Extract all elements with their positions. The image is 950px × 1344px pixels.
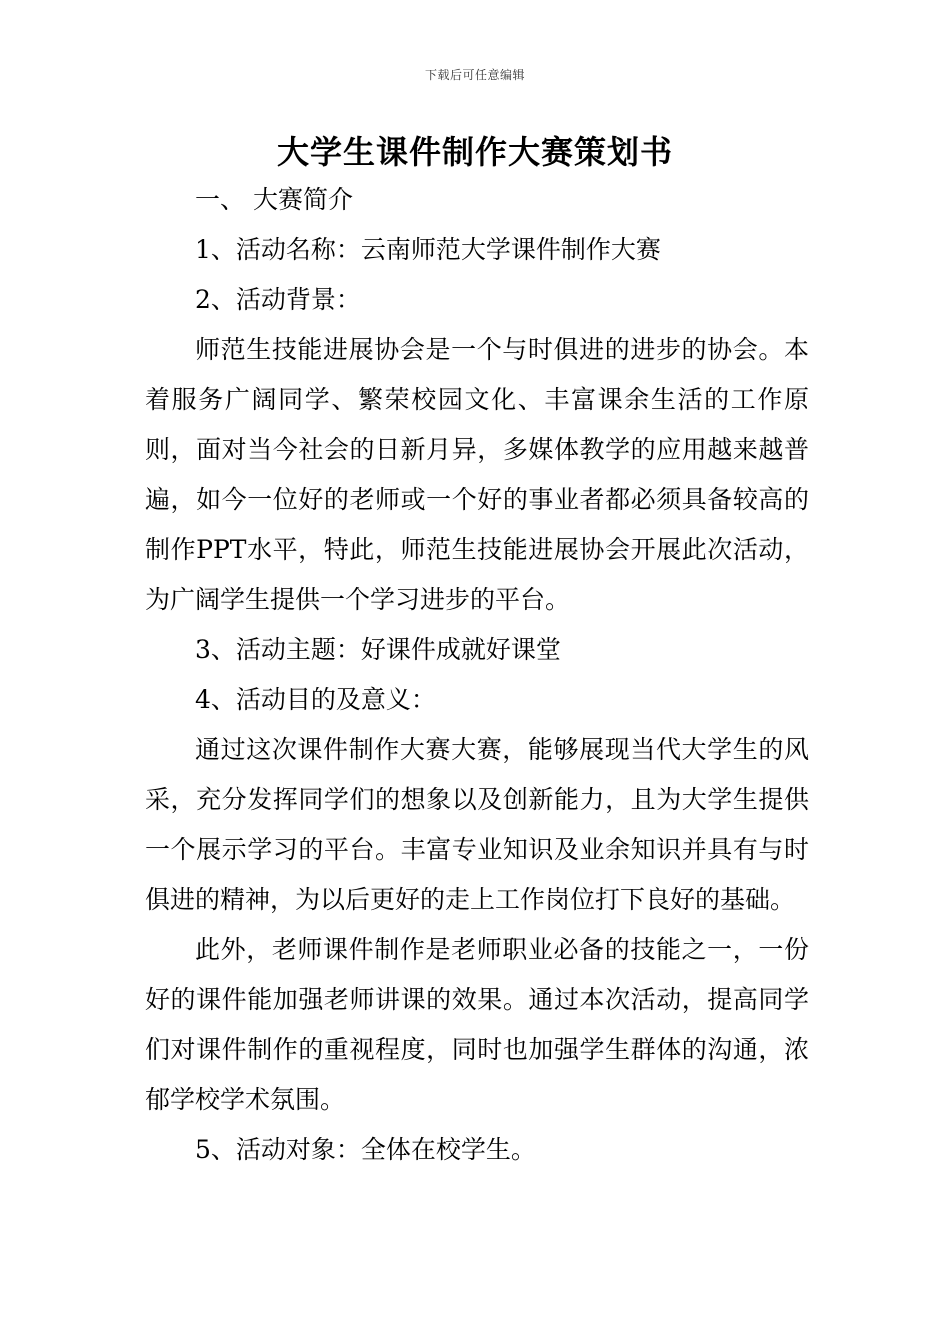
- item-activity-name: 1、活动名称：云南师范大学课件制作大赛: [195, 235, 661, 264]
- item-activity-purpose-label: 4、活动目的及意义：: [195, 685, 436, 714]
- purpose-paragraph-1: 通过这次课件制作大赛大赛，能够展现当代大学生的风采，充分发挥同学们的想象以及创新能力，且为大学生提供一个展示学习的平台。丰富专业知识及业余知识并具有与时俱进的精神，为以后更好的走上工作岗位打下良好的基础。: [145, 735, 809, 914]
- section-heading: 一、 大赛简介: [195, 185, 353, 214]
- background-paragraph: 师范生技能进展协会是一个与时俱进的进步的协会。本着服务广阔同学、繁荣校园文化、丰富课余生活的工作原则，面对当今社会的日新月异，多媒体教学的应用越来越普遍，如今一位好的老师或一个好的事业者都必须具备较高的制作PPT水平，特此，师范生技能进展协会开展此次活动，为广阔学生提供一个学习进步的平台。: [145, 335, 809, 614]
- item-activity-background-label: 2、活动背景：: [195, 285, 361, 314]
- item-activity-target: 5、活动对象：全体在校学生。: [195, 1135, 536, 1164]
- purpose-paragraph-2: 此外，老师课件制作是老师职业必备的技能之一，一份好的课件能加强老师讲课的效果。通过本次活动，提高同学们对课件制作的重视程度，同时也加强学生群体的沟通，浓郁学校学术氛围。: [145, 935, 809, 1114]
- header-note: 下载后可任意编辑: [424, 68, 525, 82]
- document-title: 大学生课件制作大赛策划书: [276, 133, 673, 171]
- document-body: [145, 175, 809, 1175]
- item-activity-theme: 3、活动主题：好课件成就好课堂: [195, 635, 561, 664]
